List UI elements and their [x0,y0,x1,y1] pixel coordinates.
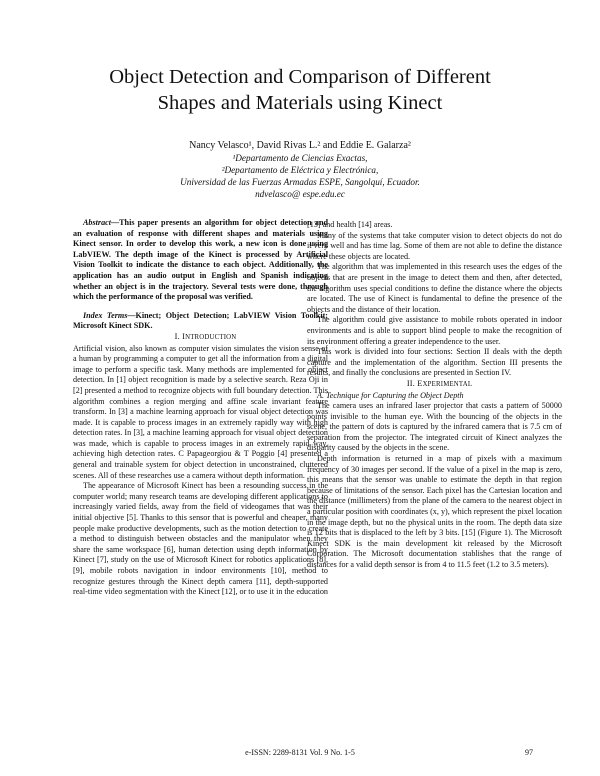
index-terms-text: —Kinect; Object Detection; LabVIEW Vision Toolkit; Microsoft Kinect SDK. [73,310,328,331]
subsection-heading-a: A. Technique for Capturing the Object Depth [317,390,464,400]
abstract-label: Abstract [83,218,111,227]
affiliation-3: Universidad de las Fuerzas Armadas ESPE, Sangolquí, Ecuador. [180,177,420,187]
title-line-2: Shapes and Materials using Kinect [157,92,443,114]
paper-title [40,64,560,116]
section-heading-introduction: I. INTRODUCTION [174,331,237,341]
right-column [307,220,562,571]
right-paragraph-1: Many of the systems that take computer vision to detect objects do not do it very well and has time lag. Some of them are not able to define the distance where these objects are located. [307,230,562,261]
abstract-text: —This paper presents an algorithm for object detection and an evaluation of response with different shapes and materials using Kinect sensor. In order to develop this work, a new icon is done using LabVIEW. The depth image of the Kinect is processed by Artificial Vision Toolkit to indicate the distance to each object. Additionally, the application has an audio output in English and Spanish indicating whether an object is in the trajectory. Several tests were done, through which the performance of the proposal was verified. [73,218,328,302]
right-paragraph-4: This work is divided into four sections: Section II deals with the depth capture and the implementation of the algorithm. Section III presents the results, and finally the conclusions are presented in Section IV. [307,347,562,378]
left-column [73,218,328,598]
author-email: ndvelasco@ espe.edu.ec [255,189,345,199]
affiliation-2: ²Departamento de Eléctrica y Electrónica, [221,165,379,175]
abstract [73,218,328,303]
intro-paragraph-2: The appearance of Microsoft Kinect has been a resounding success in the computer world; many research teams are developing different applications to increasingly varied fields, away from the field of videogames that was their initial objective [5]. Thanks to this sensor that is powerful and cheaper, many people make productive developments, such as the motion detection to create a method to distinguish between obstacles and the manipulator when they share the same workspace [6], human detection using depth information by Kinect [7], study on the use of Microsoft Kinect for robotics applications [8],[9], mobile robots navigation in indoor environments [10], method to recognize gestures through the Kinect depth camera [11], depth-supported real-time video segmentation with the Kinect [12], or to use it in the education [73,481,328,597]
index-terms [73,311,328,332]
section-heading-experimental: II. EXPERIMENTAL [406,378,473,388]
title-line-1: Object Detection and Comparison of Different [109,66,491,88]
author-names: Nancy Velasco¹, David Rivas L.² and Eddie E. Galarza² [189,140,411,151]
index-terms-label: Index Terms [83,310,128,320]
right-paragraph-5: The camera uses an infrared laser projector that casts a pattern of 50000 points invisible to the human eye. With the bouncing of the objects in the scene, the pattern of dots is captured by the infrared camera that is 7.5 cm of separation from the projector. The integrated circuit of Kinect analyzes the disparity caused by the objects in the scene. [307,401,562,453]
affiliation-1: ¹Departamento de Ciencias Exactas, [232,153,368,163]
right-paragraph-2: The algorithm that was implemented in this research uses the edges of the objects that are present in the image to detect them and then, after detected, the algorithm uses special conditions to define the distance where the objects are located. The use of Kinect is fundamental to define the presence of the objects and the distance of their location. [307,262,562,314]
right-paragraph-3: The algorithm could give assistance to mobile robots operated in indoor environments and is able to support blind people to make the recognition of its environment offering a greater independence to the user. [307,315,562,346]
right-paragraph-0: [13] and health [14] areas. [307,220,393,229]
right-paragraph-6: Depth information is returned in a map of pixels with a maximum frequency of 30 images per second. If the value of a pixel in the map is zero, this means that the sensor was unable to estimate the depth in that region because of limitations of the sensor. Each pixel has the Cartesian location and the distance (millimeters) from the plane of the camera to the nearest object in a particular position with coordinates (x, y), which represent the pixel location in the image depth, but no the physical units in the room. The depth data size is 12 bits that is displaced to the left by 3 bits. [15] (Figure 1). The Microsoft Kinect SDK is the main development kit released by the Microsoft Corporation. The Microsoft documentation stablishes that the range of distances for a valid depth sensor is from 4 to 11.5 feet (1.2 to 3.5 meters). [307,454,562,569]
footer-issn: e-ISSN: 2289-8131 Vol. 9 No. 1-5 [245,748,355,757]
page-number: 97 [525,748,533,757]
intro-paragraph-1: Artificial vision, also known as computer vision simulates the vision sense of a human by programming a computer to get all the information from a digital image to perform a specific task. Many methods are implemented for object detection. In [1] object recognition is made by a selective search. Reza Oji in [2] presented a method to recognize objects with full boundary detection. This algorithm combines a region merging and affine scale invariant feature transform. In [3] a machine learning approach for visual object detection was made. It is capable to process images in an extremely rapidly way with high detection rates. In [3], a machine learning approach for visual object detection was made, which is capable to process images in an extremely rapid way, achieving high detection rates. C Papageorgiou & T Poggio [4] presented a general and trainable system for object detection in unconstrained, cluttered scenes. All of these researches use a camera without depth information. [73,343,328,480]
author-block [100,140,500,200]
